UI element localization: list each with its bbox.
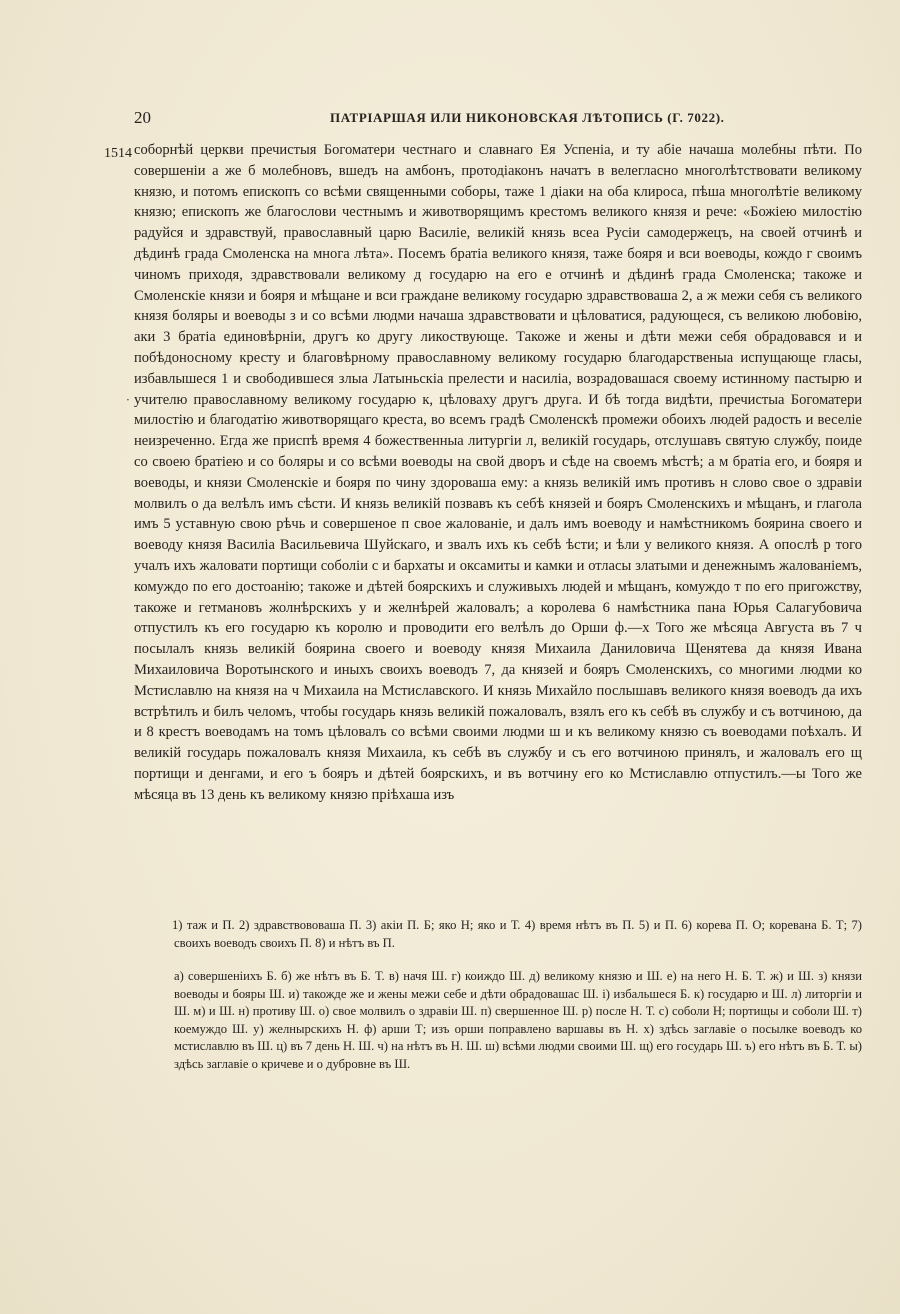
footnotes-letter: а) совершенiихъ Б. б) же нѣтъ въ Б. Т. в) начя Ш. г) коиждо Ш. д) великому князю и Ш. е) на него Н. Б. Т. ж) и Ш. з) князи воеводы и бояры Ш. и) такожде же и жены межи себе и дѣти обрадовашас Ш. i) избальшеся Б. к) государю и Ш. л) литоргiи и Ш. м) и Ш. н) противу Ш. о) свое молвилъ о здравiи Ш. п) свершенное Ш. р) после Н. Т. с) соболи Н; портищы и соболи Ш. т) коемуждо Ш. у) желнырскихъ Н. ф) арши Т; изъ орши поправлено варшавы въ Н. х) здѣсь заглавiе о посылке воеводъ ко мстиславлю въ Ш. ц) въ 7 день Н. Ш. ч) на нѣтъ въ Н. Ш. ш) всѣми людми своими Ш. щ) его государь Ш. ъ) его нѣтъ въ Б. Т. ы) здѣсь заглавiе о кричеве и о дубровне въ Ш. bbox=[174, 969, 862, 1071]
footnotes-numeric: 1) таж и П. 2) здравствововаша П. 3) акiи П. Б; яко Н; яко и Т. 4) время нѣтъ въ П. 5) и П. 6) корева П. О; коревана Б. Т; 7) своихъ воеводъ своихъ П. 8) и нѣтъ въ П. bbox=[172, 918, 862, 950]
running-title: ПАТРІАРШАЯ ИЛИ НИКОНОВСКАЯ ЛѢТОПИСЬ (Г. 7022). bbox=[330, 110, 725, 125]
page-header bbox=[134, 108, 774, 132]
page-number: 20 bbox=[134, 108, 151, 127]
margin-year: 1514 bbox=[104, 146, 132, 161]
margin-dot: · bbox=[126, 393, 130, 407]
chronicle-text: соборнѣй церкви пречистыя Богоматери честнаго и славнаго Ея Успенiа, и ту абiе начаша молебны пѣти. По совершенiи а же б молебновъ, вшедъ на амбонъ, протодiаконъ начатъ в велегласно многолѣтствовати великому князю, и потомъ епископъ со всѣми священными соборы, таже 1 дiаки на оба клироса, пѣша многолѣтiе великому князю; епископъ же благослови честнымъ и животворящимъ крестомъ великого князя и рече: «Божiею милостiю радуйся и здравствуй, православный царю Василiе, великiй князь всеа Русiи самодержецъ, на своей отчинѣ и дѣдинѣ града Смоленска на многа лѣта». Посемъ братiа великого князя, таже бояря и вси воеводы, кождо г своимъ чиномъ приходя, здравствовали великому д государю на его е отчинѣ и дѣдинѣ града Смоленска; такоже и Смоленскiе князи и бояря и мѣщане и вси граждане великому государю здравствоваша 2, а ж межи себя съ великого князя боляры и воеводы з и со всѣми людми начаша здравствовати и цѣловатися, радующеся, съ великою любовiю, аки 3 братiа единовѣрнiи, другъ ко другу ликоствующе. Такоже и жены и дѣти межи себя обрадовався и и побѣдоносному кресту и благовѣрному православному великому государю благодарственыа испущающе гласы, избавлышеся 1 и свободившеся злыа Латыньскiа прелести и насилiа, возрадовашася своему истинному пастырю и учителю православному великому государю к, цѣловаху другъ друга. И бѣ тогда видѣти, пречистыа Богоматери милостiю и благодатiю животворящаго креста, во всемъ градѣ Смоленскѣ промежи обоихъ людей радость и веселiе неизреченно. Егда же приспѣ время 4 божественныа литургiи л, великiй государь, отслушавъ святую службу, поиде со своею братiею и со боляры и со всѣми воеводы на свой дворъ и сѣде на своемъ мѣстѣ; а м братiа его, и бояря и воеводы, и князи Смоленскiе и бояря по чину здороваша ему: а князь великiй имъ противъ н слово свое о здравiи молвилъ о да велѣлъ имъ сѣсти. И князь великiй позвавъ къ себѣ князей и бояръ Смоленскихъ и мѣщанъ, и глагола имъ 5 уставную свою рѣчь и совершеное п свое жалованiе, и далъ имъ воеводу и намѣстникомъ боярина своего и воеводу князя Василiа Васильевича Шуйскаго, и звалъ ихъ къ себѣ ѣсти; и ѣли у великого князя. А опослѣ р того учалъ ихъ жаловати портищи соболiи с и бархаты и оксамиты и камки и отласы златыми и денежнымъ жалованiемъ, комуждо по его достоанiю; такоже и дѣтей боярскихъ и служивыхъ людей и мѣщанъ, комуждо т по его пригожству, такоже и гетмановъ жолнѣрскихъ у и желнѣрей жаловалъ; а королева 6 намѣстника пана Юрья Салагубовича отпустилъ къ его государю къ королю и проводити его велѣлъ до Орши ф.—х Того же мѣсяца Августа въ 7 ч посылалъ князь великiй боярина своего и воеводу князя Михаила Даниловича Щенятева да князя Ивана Михаиловича Воротынского и иныхъ своихъ воеводъ 7, да князей и бояръ Смоленскихъ, со многими людми ко Мстиславлю на князя на ч Михаила на Мстиславского. И князь Михайло послышавъ великого князя воеводъ да ихъ встрѣтилъ и билъ челомъ, чтобы государь князь великiй пожаловалъ, взялъ его къ себѣ въ службу и съ вотчиною, да и 8 крестъ воеводамъ на томъ цѣловалъ со всѣми своими людми ш и къ великому князю съ воеводами поѣхалъ. И великiй государь пожаловалъ князя Михаила, къ себѣ въ службу и съ его вотчиною принялъ, и жаловалъ его щ портищи и денгами, и его ъ бояръ и дѣтей боярскихъ, и въ вотчину его ко Мстиславлю отпустилъ.—ы Того же мѣсяца въ 13 день къ великому князю прiѣхаша изъ bbox=[134, 142, 862, 803]
